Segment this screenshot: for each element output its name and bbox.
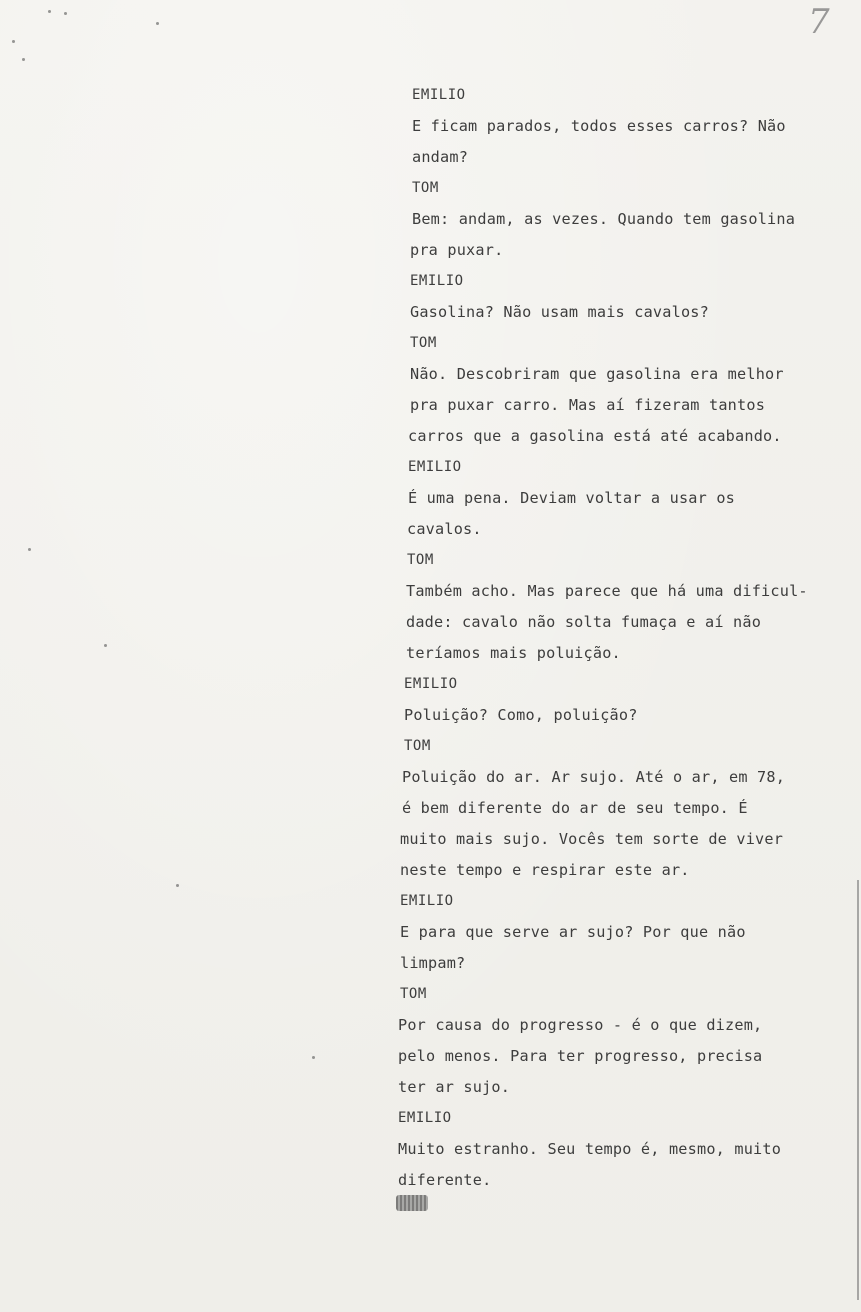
speaker-name: TOM — [412, 180, 439, 196]
dialogue-line: teríamos mais poluição. — [406, 644, 621, 662]
dialogue-line: E para que serve ar sujo? Por que não — [400, 923, 746, 941]
speaker-name: TOM — [404, 738, 431, 754]
dialogue-line: Poluição? Como, poluição? — [404, 706, 638, 724]
dialogue-line: é bem diferente do ar de seu tempo. É — [402, 799, 748, 817]
speaker-name: EMILIO — [412, 87, 466, 103]
dialogue-line: cavalos. — [407, 520, 482, 538]
dialogue-line: Poluição do ar. Ar sujo. Até o ar, em 78, — [402, 768, 786, 786]
dialogue-line: Bem: andam, as vezes. Quando tem gasolina — [412, 210, 796, 228]
speaker-name: TOM — [407, 552, 434, 568]
speaker-name: TOM — [400, 986, 427, 1002]
dialogue-line: E ficam parados, todos esses carros? Não — [412, 117, 786, 135]
dialogue-line: pra puxar carro. Mas aí fizeram tantos — [410, 396, 766, 414]
dialogue-line: Também acho. Mas parece que há uma dificul- — [406, 582, 808, 600]
dialogue-line: andam? — [412, 148, 469, 166]
page-edge-shadow — [857, 880, 859, 1300]
speaker-name: EMILIO — [404, 676, 458, 692]
ink-speck — [22, 58, 25, 61]
speaker-name: EMILIO — [398, 1110, 452, 1126]
dialogue-line: neste tempo e respirar este ar. — [400, 861, 690, 879]
dialogue-line: Gasolina? Não usam mais cavalos? — [410, 303, 709, 321]
page-number: 7 — [808, 2, 830, 42]
dialogue-line: muito mais sujo. Vocês tem sorte de viver — [400, 830, 784, 848]
ink-speck — [312, 1056, 315, 1059]
dialogue-line: pelo menos. Para ter progresso, precisa — [398, 1047, 763, 1065]
dialogue-line: dade: cavalo não solta fumaça e aí não — [406, 613, 762, 631]
dialogue-line: Não. Descobriram que gasolina era melhor — [410, 365, 784, 383]
dialogue-line: carros que a gasolina está até acabando. — [408, 427, 782, 445]
speaker-name: TOM — [410, 335, 437, 351]
dialogue-line: ter ar sujo. — [398, 1078, 511, 1096]
dialogue-line: Muito estranho. Seu tempo é, mesmo, muito — [398, 1140, 782, 1158]
ink-speck — [48, 10, 51, 13]
speaker-name: EMILIO — [410, 273, 464, 289]
ink-speck — [156, 22, 159, 25]
dialogue-line: É uma pena. Deviam voltar a usar os — [408, 489, 736, 507]
script-dialogue — [398, 80, 858, 1196]
ink-smudge — [396, 1195, 428, 1211]
ink-speck — [28, 548, 31, 551]
ink-speck — [176, 884, 179, 887]
dialogue-line: Por causa do progresso - é o que dizem, — [398, 1016, 763, 1034]
ink-speck — [104, 644, 107, 647]
speaker-name: EMILIO — [400, 893, 454, 909]
dialogue-line: limpam? — [400, 954, 466, 972]
dialogue-line: diferente. — [398, 1171, 492, 1189]
ink-speck — [12, 40, 15, 43]
speaker-name: EMILIO — [408, 459, 462, 475]
dialogue-line: pra puxar. — [410, 241, 504, 259]
ink-speck — [64, 12, 67, 15]
